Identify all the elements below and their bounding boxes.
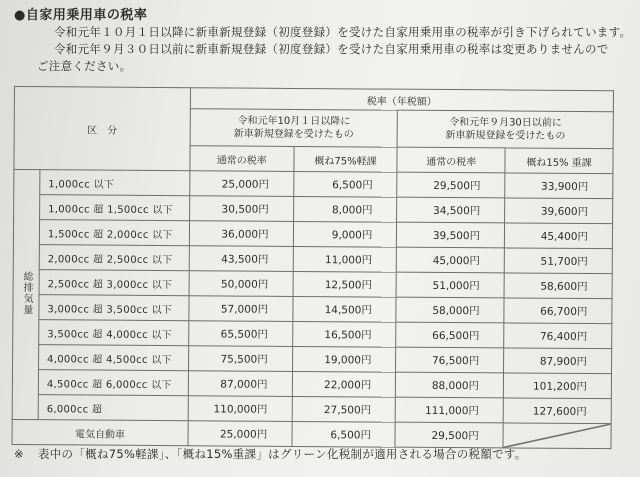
row-label: 4,000cc 超 4,500cc 以下 — [39, 345, 189, 371]
intro-line-3: ご注意ください。 — [37, 59, 132, 73]
group-before-sep-header: 令和元年９月30日以前に 新車新規登録を受けたもの — [397, 110, 613, 149]
intro-line-2: 令和元年９月３０日以前に新車新規登録（初度登録）を受けた自家用乗用車の税率は変更ありませんので — [54, 42, 609, 56]
category-header: 区 分 — [14, 87, 190, 171]
col-reduced-header: 概ね75%軽課 — [294, 146, 398, 172]
cell-value: 11,000円 — [293, 246, 397, 272]
cell-value: 25,000円 — [188, 421, 292, 447]
cell-value: 101,200円 — [504, 373, 612, 399]
cell-value: 111,000円 — [396, 397, 504, 423]
table-row-ev — [12, 419, 611, 448]
col-heavy-header: 概ね15% 重課 — [505, 148, 613, 174]
cell-value: 88,000円 — [396, 372, 504, 398]
row-label: 1,000cc 超 1,500cc 以下 — [40, 195, 190, 221]
cell-value: 66,700円 — [504, 298, 612, 324]
intro-paragraph — [37, 24, 634, 75]
cell-value: 76,500円 — [396, 347, 504, 373]
diagonal-line — [504, 423, 611, 448]
cell-value: 29,500円 — [397, 172, 505, 198]
cell-value: 39,600円 — [505, 198, 613, 224]
footnote — [14, 446, 527, 462]
row-label: 2,000cc 超 2,500cc 以下 — [39, 245, 189, 271]
cell-value: 34,500円 — [397, 197, 505, 223]
cell-value: 45,000円 — [397, 247, 505, 273]
cell-value: 8,000円 — [293, 196, 397, 222]
ev-label: 電気自動車 — [12, 419, 188, 445]
cell-value: 51,700円 — [504, 248, 612, 274]
footnote-mark: ※ — [14, 447, 24, 461]
cell-value: 75,500円 — [188, 346, 292, 372]
cell-value: 127,600円 — [503, 398, 611, 424]
cell-value: 9,000円 — [293, 221, 397, 247]
group-after-oct-header: 令和元年10月１日以降に 新車新規登録を受けたもの — [190, 109, 398, 147]
cell-value: 25,000円 — [190, 171, 294, 197]
cell-value: 6,500円 — [293, 171, 397, 197]
cell-value: 110,000円 — [188, 396, 292, 422]
cell-value: 66,500円 — [396, 322, 504, 348]
col-normal-header: 通常の税率 — [190, 146, 294, 172]
section-heading: ●自家用乗用車の税率 — [14, 8, 148, 23]
cell-value: 65,500円 — [189, 321, 293, 347]
tax-rate-header: 税率（年税額） — [190, 88, 613, 112]
cell-value: 12,500円 — [293, 271, 397, 297]
cell-value: 87,900円 — [504, 348, 612, 374]
cell-value: 16,500円 — [292, 321, 396, 347]
intro-line-1: 令和元年１０月１日以降に新車新規登録（初度登録）を受けた自家用乗用車の税率が引き下げられています。 — [54, 25, 632, 39]
cell-value: 27,500円 — [292, 396, 396, 422]
row-label: 6,000cc 超 — [38, 395, 188, 421]
row-label: 3,500cc 超 4,000cc 以下 — [39, 320, 189, 346]
cell-value: 50,000円 — [189, 271, 293, 297]
side-label-total-displacement — [12, 170, 40, 420]
cell-value: 87,000円 — [188, 371, 292, 397]
cell-value: 22,000円 — [292, 371, 396, 397]
cell-value: 58,000円 — [396, 297, 504, 323]
side-label-text: 総排気量 — [20, 270, 33, 315]
cell-value: 39,500円 — [397, 222, 505, 248]
row-label: 4,500cc 超 6,000cc 以下 — [38, 370, 188, 396]
cell-value: 14,500円 — [293, 296, 397, 322]
cell-value: 36,000円 — [189, 221, 293, 247]
cell-value: 76,400円 — [504, 323, 612, 349]
cell-value: 51,000円 — [396, 272, 504, 298]
cell-value: 6,500円 — [292, 421, 396, 447]
cell-value: 30,500円 — [189, 196, 293, 222]
col-normal2-header: 通常の税率 — [397, 147, 505, 173]
cell-value: 33,900円 — [505, 173, 613, 199]
cell-value: 19,000円 — [292, 346, 396, 372]
row-label: 2,500cc 超 3,000cc 以下 — [39, 270, 189, 296]
row-label: 3,000cc 超 3,500cc 以下 — [39, 295, 189, 321]
row-label: 1,000cc 以下 — [40, 170, 190, 196]
footnote-text: 表中の「概ね75%軽課」、「概ね15%重課」はグリーン化税制が適用される場合の税額です。 — [37, 447, 527, 461]
cell-value: 29,500円 — [395, 422, 503, 448]
cell-value: 45,400円 — [505, 223, 613, 249]
cell-value: 58,600円 — [504, 273, 612, 299]
cell-value: 57,000円 — [189, 296, 293, 322]
tax-rate-table — [11, 86, 613, 449]
row-label: 1,500cc 超 2,000cc 以下 — [39, 220, 189, 246]
empty-cell-diagonal — [503, 423, 611, 449]
cell-value: 43,500円 — [189, 246, 293, 272]
